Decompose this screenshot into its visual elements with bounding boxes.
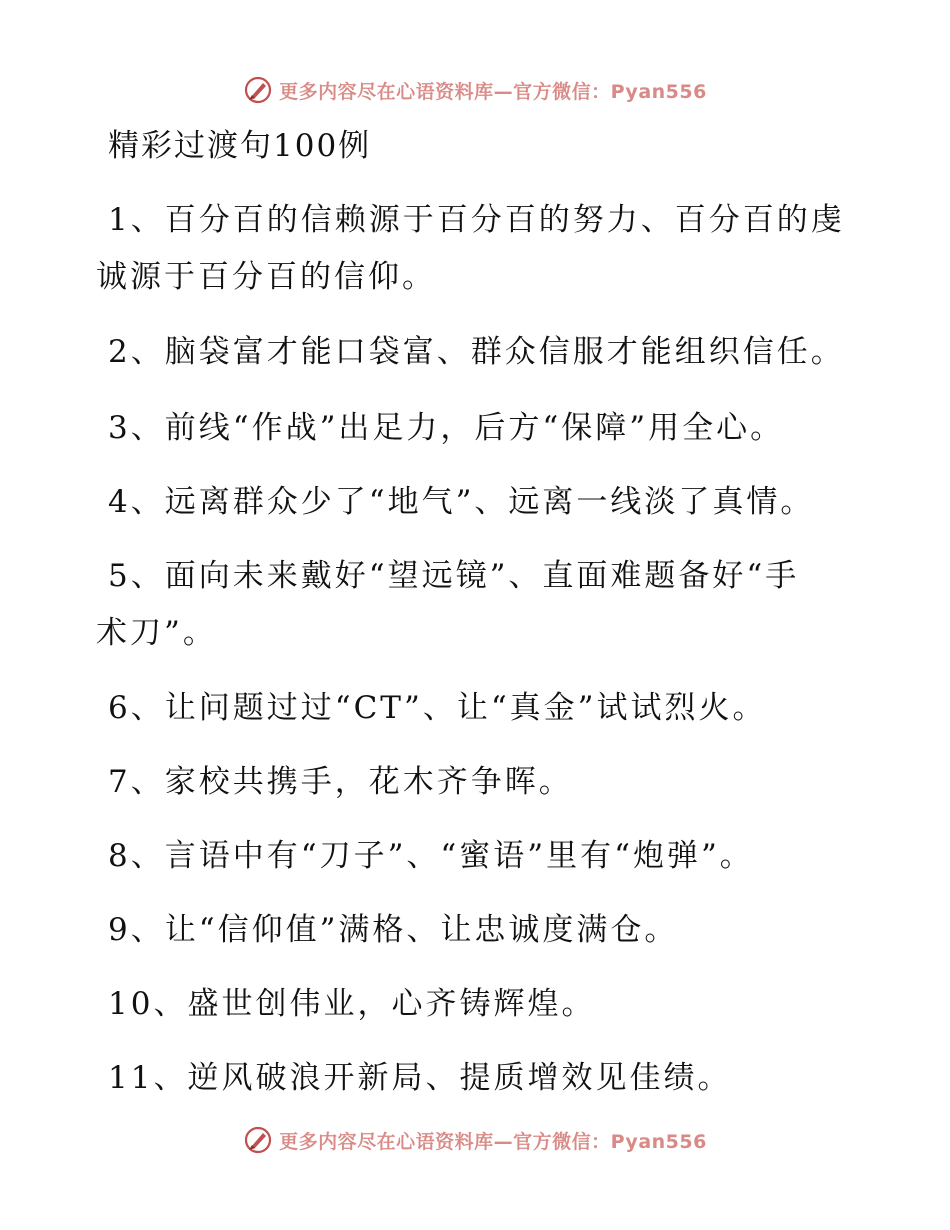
header-banner-text: 更多内容尽在心语资料库—官方微信：Pyan556 [279, 80, 707, 103]
list-item-line: 2、脑袋富才能口袋富、群众信服才能组织信任。 [108, 334, 845, 370]
pen-nib-logo-icon [243, 1125, 273, 1155]
list-item-line: 术刀”。 [96, 615, 217, 651]
list-item-line: 11、逆风破浪开新局、提质增效见佳绩。 [108, 1060, 732, 1096]
footer-banner [0, 1120, 950, 1160]
list-item-line: 9、让“信仰值”满格、让忠诚度满仓。 [108, 912, 679, 948]
footer-banner-text: 更多内容尽在心语资料库—官方微信：Pyan556 [279, 1130, 707, 1153]
list-item-line: 5、面向未来戴好“望远镜”、直面难题备好“手 [108, 558, 800, 594]
list-item-line: 诚源于百分百的信仰。 [96, 259, 436, 295]
pen-nib-logo-icon [243, 75, 273, 105]
list-item-line: 7、家校共携手，花木齐争晖。 [108, 764, 573, 800]
list-item-line: 1、百分百的信赖源于百分百的努力、百分百的虔 [108, 202, 845, 238]
list-item-line: 8、言语中有“刀子”、“蜜语”里有“炮弹”。 [108, 838, 754, 874]
document-title: 精彩过渡句100例 [108, 128, 372, 164]
header-banner [0, 70, 950, 110]
list-item-line: 10、盛世创伟业，心齐铸辉煌。 [108, 986, 596, 1022]
list-item-line: 3、前线“作战”出足力，后方“保障”用全心。 [108, 410, 785, 446]
list-item-line: 4、远离群众少了“地气”、远离一线淡了真情。 [108, 484, 815, 520]
list-item-line: 6、让问题过过“CT”、让“真金”试试烈火。 [108, 690, 767, 726]
